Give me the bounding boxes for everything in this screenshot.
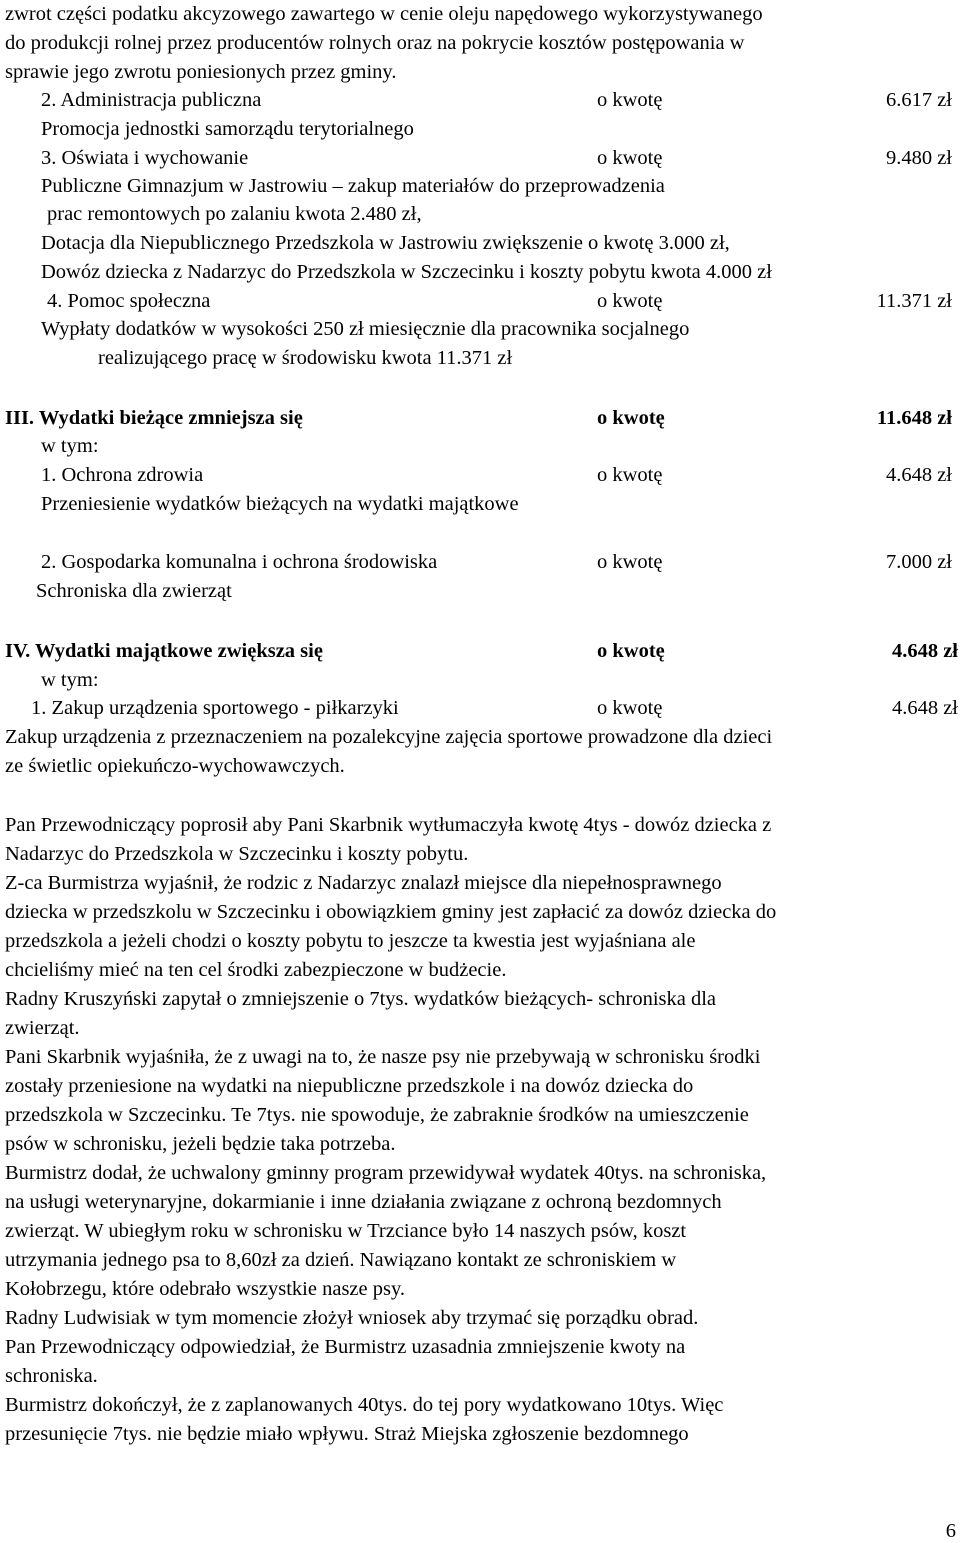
item-prefix: o kwotę (597, 697, 663, 719)
item-prefix: o kwotę (597, 89, 663, 111)
item-amount: 11.371 zł (876, 290, 952, 312)
intro-line-1: zwrot części podatku akcyzowego zawartego w cenie oleju napędowego wykorzystywanego (5, 3, 763, 25)
item-desc: realizującego pracę w środowisku kwota 11.371 zł (98, 347, 513, 369)
paragraph-line: chcieliśmy mieć na ten cel środki zabezpieczone w budżecie. (5, 959, 507, 981)
paragraph-line: na usługi weterynaryjne, dokarmianie i inne działania związane z ochroną bezdomnych (5, 1191, 722, 1213)
item-row-administracja (0, 86, 960, 115)
paragraph-line: utrzymania jednego psa to 8,60zł za dzień. Nawiązano kontakt ze schroniskiem w (5, 1249, 677, 1271)
item-desc: Przeniesienie wydatków bieżących na wydatki majątkowe (41, 493, 519, 515)
paragraph-line: Pan Przewodniczący odpowiedział, że Burmistrz uzasadnia zmniejszenie kwoty na (5, 1336, 686, 1358)
paragraph-line: Nadarzyc do Przedszkola w Szczecinku i koszty pobytu. (5, 843, 469, 865)
paragraph-line: Burmistrz dodał, że uchwalony gminny program przewidywał wydatek 40tys. na schroniska, (5, 1162, 767, 1184)
item-row-oswiata (0, 144, 960, 173)
item-desc: Dotacja dla Niepublicznego Przedszkola w Jastrowiu zwiększenie o kwotę 3.000 zł, (41, 232, 730, 254)
section-title: III. Wydatki bieżące zmniejsza się (5, 407, 303, 429)
item-label: 1. Zakup urządzenia sportowego - piłkarzyki (31, 697, 399, 719)
item-prefix: o kwotę (597, 551, 663, 573)
item-amount: 9.480 zł (885, 147, 952, 169)
section-heading-wydatki-majatkowe (0, 637, 960, 666)
section-title: IV. Wydatki majątkowe zwiększa się (5, 640, 323, 662)
item-prefix: o kwotę (597, 464, 663, 486)
item-row-ochrona-zdrowia (0, 461, 960, 490)
paragraph-line: Radny Ludwisiak w tym momencie złożył wniosek aby trzymać się porządku obrad. (5, 1307, 699, 1329)
paragraph-line: dziecka w przedszkolu w Szczecinku i obowiązkiem gminy jest zapłacić za dowóz dziecka do (5, 901, 777, 923)
item-desc: Dowóz dziecka z Nadarzyc do Przedszkola w Szczecinku i koszty pobytu kwota 4.000 zł (41, 261, 772, 283)
item-row-zakup-urzadzenia (0, 694, 960, 723)
paragraph-line: zostały przeniesione na wydatki na niepubliczne przedszkole i na dowóz dziecka do (5, 1075, 694, 1097)
item-desc: Wypłaty dodatków w wysokości 250 zł miesięcznie dla pracownika socjalnego (41, 318, 690, 340)
paragraph-line: Z-ca Burmistrza wyjaśnił, że rodzic z Nadarzyc znalazł miejsce dla niepełnosprawnego (5, 872, 722, 894)
item-amount: 4.648 zł (885, 464, 952, 486)
item-amount: 4.648 zł (891, 697, 958, 719)
page-number: 6 (945, 1520, 956, 1542)
item-row-pomoc (0, 287, 960, 316)
item-amount: 7.000 zł (885, 551, 952, 573)
item-label: 1. Ochrona zdrowia (41, 464, 204, 486)
section-prefix: o kwotę (597, 407, 665, 429)
w-tym-label: w tym: (41, 669, 99, 691)
item-desc: ze świetlic opiekuńczo-wychowawczych. (5, 755, 345, 777)
item-label: 2. Gospodarka komunalna i ochrona środowiska (41, 551, 438, 573)
paragraph-line: Pani Skarbnik wyjaśniła, że z uwagi na to, że nasze psy nie przebywają w schronisku środki (5, 1046, 761, 1068)
paragraph-line: psów w schronisku, jeżeli będzie taka potrzeba. (5, 1133, 396, 1155)
item-row-gospodarka-komunalna (0, 548, 960, 577)
intro-line-3: sprawie jego zwrotu poniesionych przez gminy. (5, 61, 397, 83)
item-label: 2. Administracja publiczna (41, 89, 262, 111)
item-desc: prac remontowych po zalaniu kwota 2.480 zł, (47, 203, 422, 225)
paragraph-line: przedszkola a jeżeli chodzi o koszty pobytu to jeszcze ta kwestia jest wyjaśniana ale (5, 930, 696, 952)
paragraph-line: Burmistrz dokończył, że z zaplanowanych 40tys. do tej pory wydatkowano 10tys. Więc (5, 1394, 724, 1416)
paragraph-line: Pan Przewodniczący poprosił aby Pani Skarbnik wytłumaczyła kwotę 4tys - dowóz dziecka z (5, 814, 772, 836)
item-prefix: o kwotę (597, 147, 663, 169)
paragraph-line: schroniska. (5, 1365, 98, 1387)
paragraph-line: Radny Kruszyński zapytał o zmniejszenie o 7tys. wydatków bieżących- schroniska dla (5, 988, 717, 1010)
item-desc: Publiczne Gimnazjum w Jastrowiu – zakup materiałów do przeprowadzenia (41, 175, 665, 197)
section-heading-wydatki-biezace (0, 404, 960, 433)
item-desc: Schroniska dla zwierząt (36, 580, 232, 602)
paragraph-line: przedszkola w Szczecinku. Te 7tys. nie spowoduje, że zabraknie środków na umieszczenie (5, 1104, 749, 1126)
item-prefix: o kwotę (597, 290, 663, 312)
section-amount: 11.648 zł (876, 407, 952, 429)
w-tym-label: w tym: (41, 435, 99, 457)
intro-line-2: do produkcji rolnej przez producentów rolnych oraz na pokrycie kosztów postępowania w (5, 32, 745, 54)
paragraph-line: Kołobrzegu, które odebrało wszystkie nasze psy. (5, 1278, 406, 1300)
section-amount: 4.648 zł (891, 640, 958, 662)
paragraph-line: przesunięcie 7tys. nie będzie miało wpływu. Straż Miejska zgłoszenie bezdomnego (5, 1423, 689, 1445)
item-desc: Zakup urządzenia z przeznaczeniem na pozalekcyjne zajęcia sportowe prowadzone dla dzieci (5, 726, 773, 748)
item-amount: 6.617 zł (885, 89, 952, 111)
item-label: 4. Pomoc społeczna (47, 290, 211, 312)
paragraph-line: zwierząt. W ubiegłym roku w schronisku w Trzciance było 14 naszych psów, koszt (5, 1220, 687, 1242)
section-prefix: o kwotę (597, 640, 665, 662)
item-desc: Promocja jednostki samorządu terytorialnego (41, 118, 414, 140)
paragraph-line: zwierząt. (5, 1017, 80, 1039)
item-label: 3. Oświata i wychowanie (41, 147, 249, 169)
